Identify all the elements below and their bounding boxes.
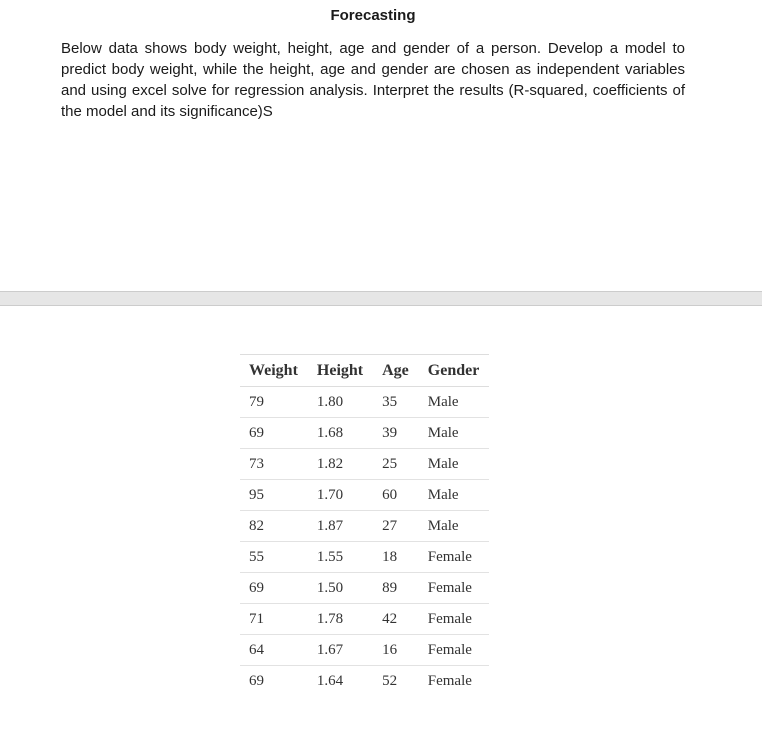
cell-height: 1.55 <box>308 542 373 573</box>
cell-gender: Male <box>419 418 490 449</box>
table-row <box>240 480 489 511</box>
cell-weight: 71 <box>240 604 308 635</box>
cell-gender: Male <box>419 387 490 418</box>
cell-weight: 55 <box>240 542 308 573</box>
column-header-height: Height <box>308 355 373 387</box>
cell-age: 18 <box>373 542 419 573</box>
cell-gender: Male <box>419 480 490 511</box>
table-row <box>240 573 489 604</box>
cell-age: 89 <box>373 573 419 604</box>
cell-age: 39 <box>373 418 419 449</box>
table-header-row <box>240 355 489 387</box>
cell-age: 35 <box>373 387 419 418</box>
column-header-gender: Gender <box>419 355 490 387</box>
cell-gender: Male <box>419 449 490 480</box>
table-row <box>240 511 489 542</box>
table-row <box>240 635 489 666</box>
column-header-age: Age <box>373 355 419 387</box>
section-divider <box>0 291 762 306</box>
cell-weight: 79 <box>240 387 308 418</box>
cell-age: 42 <box>373 604 419 635</box>
column-header-weight: Weight <box>240 355 308 387</box>
cell-gender: Male <box>419 511 490 542</box>
cell-weight: 95 <box>240 480 308 511</box>
cell-height: 1.68 <box>308 418 373 449</box>
page-title: Forecasting <box>330 7 416 24</box>
cell-height: 1.80 <box>308 387 373 418</box>
cell-height: 1.67 <box>308 635 373 666</box>
cell-weight: 69 <box>240 418 308 449</box>
cell-weight: 73 <box>240 449 308 480</box>
cell-weight: 82 <box>240 511 308 542</box>
cell-height: 1.78 <box>308 604 373 635</box>
cell-height: 1.87 <box>308 511 373 542</box>
table-row <box>240 387 489 418</box>
cell-age: 16 <box>373 635 419 666</box>
cell-height: 1.70 <box>308 480 373 511</box>
cell-gender: Female <box>427 672 472 689</box>
cell-height: 1.50 <box>308 573 373 604</box>
table-row <box>240 418 489 449</box>
cell-gender: Female <box>419 573 490 604</box>
table-row <box>240 666 489 697</box>
table-row <box>240 604 489 635</box>
cell-age: 60 <box>373 480 419 511</box>
table-row <box>240 542 489 573</box>
cell-age: 27 <box>373 511 419 542</box>
data-table <box>240 354 489 696</box>
cell-weight: 69 <box>249 672 264 689</box>
cell-age: 52 <box>382 672 398 689</box>
cell-weight: 69 <box>240 573 308 604</box>
cell-gender: Female <box>419 542 490 573</box>
cell-age: 25 <box>373 449 419 480</box>
table-row <box>240 449 489 480</box>
cell-height: 1.82 <box>308 449 373 480</box>
cell-gender: Female <box>419 635 490 666</box>
cell-height: 1.64 <box>316 672 344 689</box>
question-text: Below data shows body weight, height, age and gender of a person. Develop a model to predict body weight, while the height, age and gender are chosen as independent variables and using excel solve for regression analysis. Interpret the results (R-squared, coefficients of the model and its significance)S <box>61 40 685 120</box>
cell-gender: Female <box>419 604 490 635</box>
cell-weight: 64 <box>240 635 308 666</box>
